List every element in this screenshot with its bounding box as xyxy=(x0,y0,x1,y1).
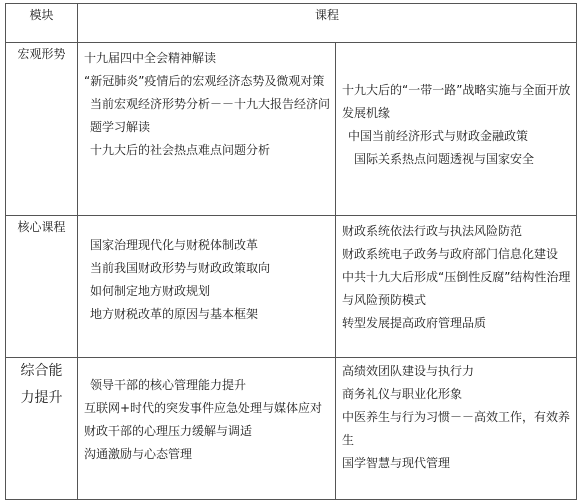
course-cell-right xyxy=(336,216,577,358)
course-cell-left xyxy=(78,358,336,500)
course-item: 高绩效团队建设与执行力 xyxy=(342,364,475,378)
table-row xyxy=(6,358,577,500)
course-item: 沟通激励与心态管理 xyxy=(84,447,193,461)
course-item: 地方财税改革的原因与基本框架 xyxy=(90,307,259,321)
course-item: 如何制定地方财政规划 xyxy=(90,284,211,298)
course-item: 领导干部的核心管理能力提升 xyxy=(90,378,247,392)
course-item: 互联网+时代的突发事件应急处理与媒体应对 xyxy=(84,401,323,415)
course-item: 财政干部的心理压力缓解与调适 xyxy=(84,424,253,438)
course-item: 中国当前经济形式与财政金融政策 xyxy=(348,129,529,143)
course-item: 十九大后的社会热点难点问题分析 xyxy=(90,143,271,157)
course-item: 财政系统电子政务与政府部门信息化建设 xyxy=(342,247,559,261)
module-label: 综合能力提升 xyxy=(20,363,63,406)
course-item: 转型发展提高政府管理品质 xyxy=(342,316,487,330)
course-item: 十九大后的“一带一路”战略实施与全面开放发展机缘 xyxy=(342,83,571,120)
course-header: 课程 xyxy=(78,4,577,43)
course-item: “新冠肺炎”疫情后的宏观经济态势及微观对策 xyxy=(84,74,325,88)
course-cell-right xyxy=(336,358,577,500)
module-cell: 宏观形势 xyxy=(6,43,78,216)
module-header: 模块 xyxy=(6,4,78,43)
course-item: 十九届四中全会精神解读 xyxy=(84,51,217,65)
course-item: 商务礼仪与职业化形象 xyxy=(342,387,463,401)
course-cell-left xyxy=(78,216,336,358)
course-item: 国际关系热点问题透视与国家安全 xyxy=(354,152,535,166)
module-cell xyxy=(6,358,78,500)
table-row xyxy=(6,43,577,216)
course-cell-right xyxy=(336,43,577,216)
course-cell-left xyxy=(78,43,336,216)
course-item: 国家治理现代化与财税体制改革 xyxy=(90,238,259,252)
table-header-row xyxy=(6,4,577,43)
course-item: 中医养生与行为习惯－－高效工作，有效养生 xyxy=(342,410,571,447)
course-item: 国学智慧与现代管理 xyxy=(342,456,451,470)
course-item: 当前我国财政形势与财政政策取向 xyxy=(90,261,271,275)
table-row xyxy=(6,216,577,358)
module-cell: 核心课程 xyxy=(6,216,78,358)
course-item: 财政系统依法行政与执法风险防范 xyxy=(342,224,523,238)
course-item: 中共十九大后形成“压倒性反腐”结构性治理与风险预防模式 xyxy=(342,270,571,307)
course-item: 当前宏观经济形势分析－－十九大报告经济问题学习解读 xyxy=(90,97,330,134)
curriculum-table xyxy=(5,3,577,500)
